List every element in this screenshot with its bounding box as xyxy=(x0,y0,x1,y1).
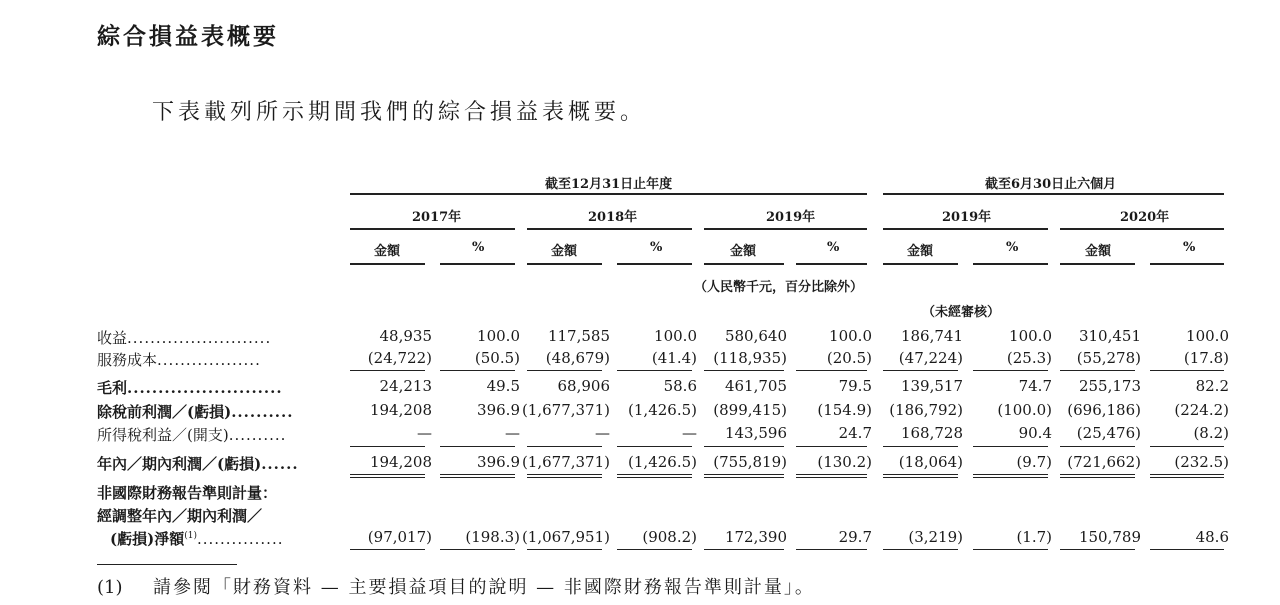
row-3-value: (186,792) xyxy=(889,401,963,419)
subtotal-rule xyxy=(617,474,692,475)
subtotal-rule xyxy=(440,446,515,447)
row-1-value: (17.8) xyxy=(1183,349,1229,367)
col-rule xyxy=(527,263,602,265)
row-1-value: (50.5) xyxy=(474,349,520,367)
year-header-2020-h1: 2020年 xyxy=(1120,210,1170,225)
subtotal-rule xyxy=(527,370,602,371)
row-4-value: — xyxy=(682,424,697,442)
non-ifrs-label-line3 xyxy=(110,528,283,549)
row-1-label xyxy=(97,349,261,370)
subtotal-rule xyxy=(796,477,867,478)
leader-dots: .................. xyxy=(157,351,261,369)
row-5-value: (18,064) xyxy=(898,453,963,471)
non-ifrs-value: (97,017) xyxy=(367,528,432,546)
subtotal-rule xyxy=(350,446,425,447)
row-0-value: 100.0 xyxy=(1186,327,1229,345)
year-rule xyxy=(1060,228,1224,230)
subtotal-rule xyxy=(350,549,425,550)
subtotal-rule xyxy=(527,446,602,447)
six-month-header-rule xyxy=(883,193,1224,195)
row-3-value: 396.9 xyxy=(477,401,520,419)
footnote-marker: (1) xyxy=(184,531,197,541)
col-rule xyxy=(350,263,425,265)
subtotal-rule xyxy=(350,474,425,475)
col-rule xyxy=(796,263,867,265)
col-header-percent: % xyxy=(827,240,840,255)
row-2-value: 255,173 xyxy=(1078,377,1141,395)
col-header-percent: % xyxy=(472,240,485,255)
row-3-value: (899,415) xyxy=(713,401,787,419)
col-rule xyxy=(440,263,515,265)
row-3-value: (696,186) xyxy=(1067,401,1141,419)
year-header-2019: 2019年 xyxy=(766,210,816,225)
subtotal-rule xyxy=(796,474,867,475)
row-4-value: — xyxy=(417,424,432,442)
subtotal-rule xyxy=(1150,477,1224,478)
row-label-text: 毛利 xyxy=(97,379,128,397)
row-4-value: 90.4 xyxy=(1018,424,1052,442)
subtotal-rule xyxy=(973,477,1048,478)
subtotal-rule xyxy=(796,446,867,447)
row-0-value: 117,585 xyxy=(547,327,610,345)
row-5-value: (232.5) xyxy=(1174,453,1229,471)
row-4-value: 168,728 xyxy=(900,424,963,442)
row-2-value: 461,705 xyxy=(724,377,787,395)
row-1-value: (55,278) xyxy=(1076,349,1141,367)
non-ifrs-value: (1,067,951) xyxy=(521,528,610,546)
row-5-value: (1,426.5) xyxy=(628,453,697,471)
non-ifrs-value: (908.2) xyxy=(642,528,697,546)
annual-header-rule xyxy=(350,193,867,195)
row-0-value: 100.0 xyxy=(477,327,520,345)
row-2-value: 74.7 xyxy=(1018,377,1052,395)
subtotal-rule xyxy=(704,370,784,371)
non-ifrs-heading: 非國際財務報告準則計量： xyxy=(97,484,278,502)
subtotal-rule xyxy=(527,477,602,478)
subtotal-rule xyxy=(440,370,515,371)
year-header-2018: 2018年 xyxy=(588,210,638,225)
subtotal-rule xyxy=(1150,370,1224,371)
row-5-value: (721,662) xyxy=(1067,453,1141,471)
row-3-value: (100.0) xyxy=(997,401,1052,419)
subtotal-rule xyxy=(1060,446,1135,447)
footnote xyxy=(97,573,815,599)
non-ifrs-value: (198.3) xyxy=(465,528,520,546)
col-rule xyxy=(1060,263,1135,265)
leader-dots: ...... xyxy=(261,455,299,473)
leader-dots: .......... xyxy=(231,403,294,421)
row-0-value: 100.0 xyxy=(1009,327,1052,345)
row-1-value: (25.3) xyxy=(1006,349,1052,367)
year-rule xyxy=(527,228,692,230)
subtotal-rule xyxy=(704,477,784,478)
unit-note: （人民幣千元，百分比除外） xyxy=(694,280,864,295)
non-ifrs-label-line2: 經調整年內／期內利潤／ xyxy=(97,507,263,525)
subtotal-rule xyxy=(350,370,425,371)
row-0-value: 100.0 xyxy=(654,327,697,345)
subtotal-rule xyxy=(1150,446,1224,447)
row-2-value: 139,517 xyxy=(900,377,963,395)
footnote-number: (1) xyxy=(97,577,123,598)
non-ifrs-value: 172,390 xyxy=(724,528,787,546)
row-3-value: (224.2) xyxy=(1174,401,1229,419)
row-2-value: 49.5 xyxy=(486,377,520,395)
row-2-value: 24,213 xyxy=(379,377,432,395)
col-rule xyxy=(883,263,958,265)
subtotal-rule xyxy=(527,474,602,475)
row-5-value: (9.7) xyxy=(1016,453,1052,471)
subtotal-rule xyxy=(617,446,692,447)
row-1-value: (118,935) xyxy=(713,349,787,367)
subtotal-rule xyxy=(973,370,1048,371)
row-1-value: (24,722) xyxy=(367,349,432,367)
col-rule xyxy=(704,263,784,265)
row-0-value: 186,741 xyxy=(900,327,963,345)
subtotal-rule xyxy=(796,370,867,371)
intro-paragraph: 下表載列所示期間我們的綜合損益表概要。 xyxy=(152,100,647,125)
non-ifrs-value: (1.7) xyxy=(1016,528,1052,546)
row-5-value: 396.9 xyxy=(477,453,520,471)
subtotal-rule xyxy=(704,446,784,447)
row-3-value: (1,677,371) xyxy=(521,401,610,419)
col-header-amount: 金額 xyxy=(374,244,401,259)
col-header-amount: 金額 xyxy=(551,244,578,259)
subtotal-rule xyxy=(350,477,425,478)
annual-period-header: 截至12月31日止年度 xyxy=(545,177,673,192)
year-rule xyxy=(883,228,1048,230)
col-header-percent: % xyxy=(1006,240,1019,255)
subtotal-rule xyxy=(973,549,1048,550)
year-header-2017: 2017年 xyxy=(412,210,462,225)
unaudited-note: （未經審核） xyxy=(922,305,1001,320)
row-4-label xyxy=(97,424,286,445)
subtotal-rule xyxy=(973,474,1048,475)
col-header-percent: % xyxy=(650,240,663,255)
row-label-text: 年內／期內利潤／(虧損) xyxy=(97,455,262,473)
row-1-value: (41.4) xyxy=(651,349,697,367)
year-rule xyxy=(350,228,515,230)
subtotal-rule xyxy=(883,477,958,478)
year-header-2019-h1: 2019年 xyxy=(942,210,992,225)
row-1-value: (48,679) xyxy=(545,349,610,367)
col-header-amount: 金額 xyxy=(907,244,934,259)
row-1-value: (47,224) xyxy=(898,349,963,367)
six-month-period-header: 截至6月30日止六個月 xyxy=(985,177,1117,192)
non-ifrs-value: 48.6 xyxy=(1195,528,1229,546)
subtotal-rule xyxy=(1060,474,1135,475)
subtotal-rule xyxy=(796,549,867,550)
year-rule xyxy=(704,228,867,230)
row-2-value: 79.5 xyxy=(838,377,872,395)
row-0-value: 48,935 xyxy=(379,327,432,345)
non-ifrs-value: 29.7 xyxy=(838,528,872,546)
subtotal-rule xyxy=(704,549,784,550)
row-label-text: 除稅前利潤／(虧損) xyxy=(97,403,232,421)
subtotal-rule xyxy=(883,474,958,475)
row-4-value: 143,596 xyxy=(724,424,787,442)
leader-dots: ......................... xyxy=(127,329,272,347)
leader-dots: ............... xyxy=(196,530,284,548)
row-2-label xyxy=(97,377,283,398)
col-rule xyxy=(1150,263,1224,265)
subtotal-rule xyxy=(617,549,692,550)
col-header-amount: 金額 xyxy=(1085,244,1112,259)
subtotal-rule xyxy=(883,446,958,447)
leader-dots: ......................... xyxy=(127,379,283,397)
subtotal-rule xyxy=(617,477,692,478)
row-label-text: 收益 xyxy=(97,329,128,347)
subtotal-rule xyxy=(973,446,1048,447)
non-ifrs-label-text: (虧損)淨額 xyxy=(110,530,185,548)
subtotal-rule xyxy=(1150,549,1224,550)
row-5-label xyxy=(97,453,299,474)
row-0-value: 100.0 xyxy=(829,327,872,345)
col-rule xyxy=(617,263,692,265)
subtotal-rule xyxy=(440,477,515,478)
footnote-text: 請參閱「財務資料 — 主要損益項目的說明 — 非國際財務報告準則計量」。 xyxy=(153,577,815,598)
subtotal-rule xyxy=(617,370,692,371)
subtotal-rule xyxy=(1060,549,1135,550)
row-4-value: 24.7 xyxy=(838,424,872,442)
footnote-separator xyxy=(97,564,237,565)
subtotal-rule xyxy=(1060,477,1135,478)
row-0-value: 310,451 xyxy=(1078,327,1141,345)
subtotal-rule xyxy=(1150,474,1224,475)
subtotal-rule xyxy=(883,549,958,550)
row-3-value: (154.9) xyxy=(817,401,872,419)
row-4-value: (8.2) xyxy=(1193,424,1229,442)
row-2-value: 58.6 xyxy=(663,377,697,395)
row-2-value: 82.2 xyxy=(1195,377,1229,395)
subtotal-rule xyxy=(527,549,602,550)
row-4-value: — xyxy=(505,424,520,442)
subtotal-rule xyxy=(440,474,515,475)
row-5-value: (1,677,371) xyxy=(521,453,610,471)
row-4-value: — xyxy=(595,424,610,442)
row-2-value: 68,906 xyxy=(557,377,610,395)
subtotal-rule xyxy=(883,370,958,371)
subtotal-rule xyxy=(704,474,784,475)
row-0-value: 580,640 xyxy=(724,327,787,345)
subtotal-rule xyxy=(440,549,515,550)
col-rule xyxy=(973,263,1048,265)
row-5-value: 194,208 xyxy=(369,453,432,471)
non-ifrs-value: 150,789 xyxy=(1078,528,1141,546)
row-label-text: 服務成本 xyxy=(97,351,158,369)
row-0-label xyxy=(97,327,271,348)
row-label-text: 所得稅利益／(開支) xyxy=(97,426,229,444)
col-header-percent: % xyxy=(1183,240,1196,255)
col-header-amount: 金額 xyxy=(730,244,757,259)
row-1-value: (20.5) xyxy=(826,349,872,367)
row-5-value: (755,819) xyxy=(713,453,787,471)
row-3-label xyxy=(97,401,293,422)
row-3-value: 194,208 xyxy=(369,401,432,419)
section-title: 綜合損益表概要 xyxy=(97,23,279,50)
leader-dots: .......... xyxy=(228,426,287,444)
row-3-value: (1,426.5) xyxy=(628,401,697,419)
non-ifrs-value: (3,219) xyxy=(908,528,963,546)
row-4-value: (25,476) xyxy=(1076,424,1141,442)
subtotal-rule xyxy=(1060,370,1135,371)
row-5-value: (130.2) xyxy=(817,453,872,471)
